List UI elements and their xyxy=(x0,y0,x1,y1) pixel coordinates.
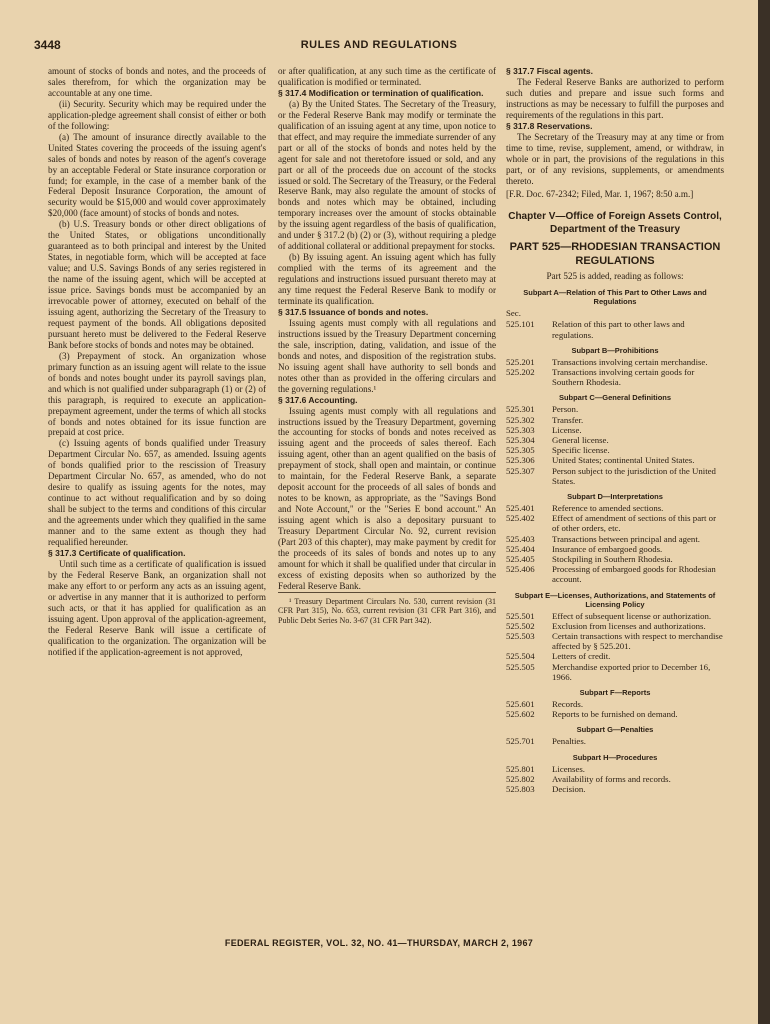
chapter-title: Chapter V—Office of Foreign Assets Control, Department of the Treasury xyxy=(508,211,722,236)
toc-row: 525.202 Transactions involving certain goods for Southern Rhodesia. xyxy=(506,366,695,388)
paragraph: (b) By issuing agent. An issuing agent which has fully complied with the terms of its agreement and the regulations and instructions issued pursuant thereto may at any time request the Federal Reserve Bank to modify or terminate its qualification. xyxy=(278,252,496,307)
footnote: ¹ Treasury Department Circulars No. 530, current revision (31 CFR Part 315), No. 653, current revision (31 CFR Part 316), and Public Debt Series No. 3-67 (31 CFR Part 342). xyxy=(278,592,496,626)
paragraph: (b) U.S. Treasury bonds or other direct obligations of the United States, or obligations unconditionally guaranteed as to both principal and interest by the United States, in negotiable form, which will be accepted at face value; and U.S. Savings Bonds of any series registered in the name of the issuing agent, which will be accepted at issue price. Savings bonds must be accompanied by an irrevocable power of attorney, executed on behalf of the issuing agent, authorizing the Secretary of the Treasury to request payment of the bonds. All obligations deposited pursuant hereto must be delivered to the Federal Reserve Bank before stocks of bonds and notes may be obtained. xyxy=(48,219,266,350)
toc-subpart-a xyxy=(506,319,724,339)
page-footer: FEDERAL REGISTER, VOL. 32, NO. 41—THURSDAY, MARCH 2, 1967 xyxy=(224,938,534,948)
paragraph: (a) By the United States. The Secretary of the Treasury, or the Federal Reserve Bank may modify or terminate the qualification of an issuing agent at any time, upon notice to that effect, and may require the immediate surrender of any part or all of the stocks of bonds and notes held by the agent for sale and not theretofore issued or sold, and any part or all of the proceeds due on account of the stocks issued or sold. The Secretary of the Treasury, or the Federal Reserve Bank, may also regulate the amount of stocks of bonds and notes which may be obtained, including temporary increases over the amount of stocks obtainable by the issuing agent regardless of the basis of qualification, and under § 317.2 (b) (2) or (3), without requiring a pledge of additional collateral or additional prepayment for stocks. xyxy=(278,98,496,252)
toc-row: 525.303 License. xyxy=(506,424,582,435)
toc-row: 525.504 Letters of credit. xyxy=(506,651,611,662)
sec-label: Sec. xyxy=(506,308,521,319)
toc-subpart-b xyxy=(506,357,724,388)
subpart-heading: Subpart E—Licenses, Authorizations, and Statements of Licensing Policy xyxy=(514,590,716,609)
paragraph: (3) Prepayment of stock. An organization whose primary function as an issuing agent will relate to the issue of bonds and notes bought under its payroll savings plan, and which is not qualified under subparagraph (1) or (2) of this paragraph, is required to execute an application-prepayment agreement, under the terms of which all stocks of bonds and notes obtained for its issue function are prepaid at cost price. xyxy=(48,350,266,438)
toc-row: 525.305 Specific license. xyxy=(506,445,610,456)
toc-row: 525.801 Licenses. xyxy=(506,763,585,774)
toc-subpart-e xyxy=(506,611,724,682)
subpart-heading: Subpart D—Interpretations xyxy=(567,491,663,501)
toc-subpart-c xyxy=(506,404,724,486)
subpart-heading: Subpart G—Penalties xyxy=(576,725,654,735)
section-heading: § 317.8 Reservations. xyxy=(506,120,593,131)
subpart-heading: Subpart B—Prohibitions xyxy=(571,345,659,355)
toc-row: 525.405 Stockpiling in Southern Rhodesia. xyxy=(506,554,673,564)
toc-subpart-h xyxy=(506,764,724,795)
paragraph: (a) The amount of insurance directly available to the United States covering the proceeds of the issuing agent's sales of bonds and notes by reason of the agent's coverage by an acceptable Federal or State insurance corporation or fund; for example, in the case of a member bank of the Federal Deposit Insurance Corporation, the amount of security would be $15,000 and would cover approximately $20,000 (face amount) of stocks of bonds and notes. xyxy=(48,131,266,219)
toc-row: 525.802 Availability of forms and records. xyxy=(506,773,671,784)
toc-row: 525.304 General license. xyxy=(506,434,609,445)
page-header xyxy=(34,38,724,56)
toc-row: 525.503 Certain transactions with respect to merchandise affected by § 525.201. xyxy=(506,631,723,652)
toc-row: 525.302 Transfer. xyxy=(506,414,584,425)
paragraph: The Secretary of the Treasury may at any time or from time to time, revise, supplement, amend, or withdraw, in whole or in part, the provisions of the regulations in this part, or of any revisions, supplements, or amendments thereto. xyxy=(506,131,724,186)
toc-row: 525.701 Penalties. xyxy=(506,736,586,747)
subpart-heading: Subpart A—Relation of This Part to Other Laws and Regulations xyxy=(523,288,707,307)
running-title: RULES AND REGULATIONS xyxy=(300,39,458,51)
column-2 xyxy=(278,66,496,916)
toc-row: 525.301 Person. xyxy=(506,404,579,415)
paragraph: (c) Issuing agents of bonds qualified under Treasury Department Circular No. 657, as amended. Issuing agents of bonds qualified prior to the rescission of Treasury Department Circular No. 657, as amended, who do not desire to qualify as issuing agents for the notes, may continue to act without requalification and by so doing shall be subject to the terms and conditions of this circular and the agreements under which they qualified in the same manner and to the same extent as though they had requalified hereunder. xyxy=(48,438,266,547)
toc-row: 525.402 Effect of amendment of sections of this part or of other orders, etc. xyxy=(506,513,716,534)
part-title: PART 525—RHODESIAN TRANSACTION REGULATIONS xyxy=(509,241,721,268)
toc-row: 525.601 Records. xyxy=(506,699,584,710)
toc-row: 525.602 Reports to be furnished on demand. xyxy=(506,709,678,720)
column-1 xyxy=(48,66,266,916)
section-heading: § 317.7 Fiscal agents. xyxy=(506,66,593,76)
toc-row: 525.406 Processing of embargoed goods for Rhodesian account. xyxy=(506,564,716,585)
toc-row: 525.502 Exclusion from licenses and authorizations. xyxy=(506,620,706,631)
toc-subpart-d xyxy=(506,503,724,585)
scan-edge xyxy=(758,0,770,1024)
toc-row: 525.307 Person subject to the jurisdiction of the United States. xyxy=(506,465,716,486)
section-heading: § 317.4 Modification or termination of qualification. xyxy=(278,87,484,98)
paragraph: The Federal Reserve Banks are authorized to perform such duties and prepare and issue such forms and instructions as may be necessary to fulfill the purposes and requirements of the regulations in this part. xyxy=(506,76,724,120)
toc-row: 525.401 Reference to amended sections. xyxy=(506,502,664,513)
column-3 xyxy=(506,66,724,916)
paragraph: amount of stocks of bonds and notes, and the proceeds of sales therefrom, for which the organization may be accountable at any one time. xyxy=(48,66,266,98)
paragraph: or after qualification, at any such time as the certificate of qualification is modified or terminated. xyxy=(278,66,496,87)
toc-row: 525.505 Merchandise exported prior to December 16, 1966. xyxy=(506,661,711,682)
toc-row: 525.306 United States; continental United States. xyxy=(506,455,695,466)
paragraph: (ii) Security. Security which may be required under the application-pledge agreement shall consist of either or both of the following: xyxy=(48,98,266,131)
toc-row: 525.403 Transactions between principal and agent. xyxy=(506,533,700,544)
section-heading: § 317.6 Accounting. xyxy=(278,394,358,405)
toc-row: 525.101 Relation of this part to other laws and regulations. xyxy=(506,319,685,340)
toc-row: 525.404 Insurance of embargoed goods. xyxy=(506,543,663,554)
toc-row: 525.201 Transactions involving certain merchandise. xyxy=(506,356,708,367)
paragraph: Until such time as a certificate of qualification is issued by the Federal Reserve Bank, an organization shall not make any effort to or perform any acts as an issuing agent, or advertise in any manner that it is authorized to perform such acts, or that it has applied for qualification as an issuing agent. Upon approval of the application-agreement, the Federal Reserve Bank will issue a certificate of qualification to the organization. The organization will be notified if the application-agreement is not approved, xyxy=(48,558,266,657)
section-heading: § 317.5 Issuance of bonds and notes. xyxy=(278,306,429,317)
part-added-note: Part 525 is added, reading as follows: xyxy=(546,271,684,282)
subpart-heading: Subpart H—Procedures xyxy=(572,752,658,762)
subpart-heading: Subpart C—General Definitions xyxy=(558,393,672,403)
page-number: 3448 xyxy=(34,38,61,52)
paragraph: Issuing agents must comply with all regulations and instructions issued by the Treasury Department, governing the accounting for stocks of bonds and notes received as issuing agent and the proceeds of sales thereof. Each issuing agent, other than an agent qualified on the basis of prepayment of stock, shall open and maintain, or continue to maintain, for the Federal Reserve Bank, a separate deposit account for the proceeds of all sales of bonds and notes to be known, as appropriate, as the "Savings Bond and Note Account," or the "Series E bond account." An issuing agent which is also a depositary pursuant to Treasury Department Circular No. 92, current revision (Part 203 of this chapter), may make payment by credit for the proceeds of its sales of bonds and notes up to any amount for which it shall be qualified under that circular in excess of existing deposits when so authorized by the Federal Reserve Bank. xyxy=(278,405,496,591)
toc-row: 525.803 Decision. xyxy=(506,784,586,795)
toc-row: 525.501 Effect of subsequent license or authorization. xyxy=(506,610,712,621)
section-heading: § 317.3 Certificate of qualification. xyxy=(48,547,186,558)
toc-subpart-f xyxy=(506,699,724,719)
fr-doc-line: [F.R. Doc. 67-2342; Filed, Mar. 1, 1967; 8:50 a.m.] xyxy=(506,189,694,200)
toc-subpart-g xyxy=(506,736,724,746)
paragraph: Issuing agents must comply with all regulations and instructions issued by the Treasury Department concerning the sale, inscription, dating, validation, and issue of the bonds and notes, and disposition of the registration stubs. No issuing agent shall have authority to sell bonds and notes other than as provided in the offering circulars and the governing regulations.¹ xyxy=(278,317,496,394)
subpart-heading: Subpart F—Reports xyxy=(579,688,651,698)
